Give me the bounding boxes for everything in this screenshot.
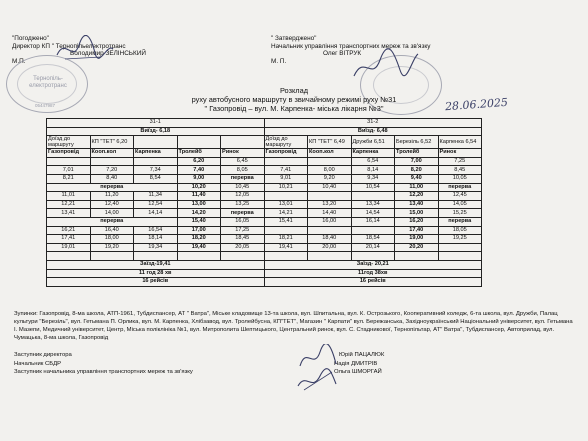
table-cell: 8,45 xyxy=(438,166,482,175)
table-cell: 13,41 xyxy=(47,209,91,218)
table-cell: 12,45 xyxy=(438,192,482,201)
table-cell: 19,34 xyxy=(134,243,178,252)
table-cell xyxy=(438,252,482,261)
table-cell xyxy=(351,252,395,261)
signature-left xyxy=(55,35,115,65)
seal-left-code: 05447987 xyxy=(35,103,56,108)
table-row xyxy=(47,192,482,201)
column-header: Карпенка xyxy=(134,149,178,158)
column-header: Ринок xyxy=(221,149,265,158)
table-cell: перерва xyxy=(221,174,265,183)
table-cell: 7,01 xyxy=(47,166,91,175)
signature-bottom-2 xyxy=(296,368,338,394)
break-cell: перерва xyxy=(47,217,178,226)
table-cell: 17,25 xyxy=(221,226,265,235)
table-cell xyxy=(134,157,178,166)
table-cell: 11,40 xyxy=(177,192,221,201)
approval-left-mp: М.П. xyxy=(12,57,26,65)
approach-left-cell: КП "ТЕТ" 6,20 xyxy=(90,136,134,149)
table-cell xyxy=(264,192,308,201)
table-cell: 19,20 xyxy=(90,243,134,252)
column-header: Газопровід xyxy=(264,149,308,158)
table-cell xyxy=(351,226,395,235)
summary-left: Заїзд-19,41 xyxy=(47,260,265,269)
table-cell xyxy=(90,157,134,166)
table-cell: 15,41 xyxy=(264,217,308,226)
table-cell: 8,05 xyxy=(221,166,265,175)
table-row xyxy=(47,235,482,244)
table-cell: 14,21 xyxy=(264,209,308,218)
table-cell: 18,45 xyxy=(221,235,265,244)
table-row xyxy=(47,200,482,209)
approach-right-cell: Дружби 6,51 xyxy=(351,136,395,149)
column-header: Кооп.кол xyxy=(90,149,134,158)
approval-right-position: Начальник управління транспортних мереж та зв'язку xyxy=(271,42,431,50)
table-cell: 8,54 xyxy=(134,174,178,183)
table-row xyxy=(47,226,482,235)
table-cell: 14,00 xyxy=(90,209,134,218)
title-line3: " Газопровід – вул. М. Карпенка- міська лікарня №3" xyxy=(204,104,384,113)
table-cell: 14,14 xyxy=(134,209,178,218)
signature-name: Юрій ПАЦАЛЮК xyxy=(339,352,385,358)
handwritten-date: 28.06.2025 xyxy=(444,95,509,114)
table-cell: 6,54 xyxy=(351,157,395,166)
table-cell: 10,45 xyxy=(221,183,265,192)
table-cell xyxy=(221,252,265,261)
table-cell: 17,00 xyxy=(177,226,221,235)
approach-left-cell xyxy=(134,136,178,149)
table-cell: 19,40 xyxy=(177,243,221,252)
signature-name: Ольга ШМОРГАЙ xyxy=(334,369,382,376)
table-cell: 18,40 xyxy=(308,235,352,244)
table-cell: 18,14 xyxy=(134,235,178,244)
table-cell: 13,01 xyxy=(264,200,308,209)
table-cell: 12,05 xyxy=(221,192,265,201)
table-cell: 18,00 xyxy=(90,235,134,244)
table-cell xyxy=(395,252,439,261)
table-cell: 14,20 xyxy=(177,209,221,218)
summary-row xyxy=(47,260,482,269)
table-cell: 9,20 xyxy=(308,174,352,183)
table-cell: 7,00 xyxy=(395,157,439,166)
table-cell xyxy=(308,192,352,201)
schedule-table xyxy=(46,118,482,287)
table-row xyxy=(47,209,482,218)
approach-right-cell: Доїзд до маршруту xyxy=(264,136,308,149)
table-cell: 20,14 xyxy=(351,243,395,252)
table-cell: 13,00 xyxy=(177,200,221,209)
signature-role: Заступник директора xyxy=(14,352,72,358)
table-row xyxy=(47,183,482,192)
table-cell: 8,20 xyxy=(395,166,439,175)
table-row xyxy=(47,166,482,175)
table-cell: 8,00 xyxy=(308,166,352,175)
table-cell: 11,01 xyxy=(47,192,91,201)
table-cell: 16,54 xyxy=(134,226,178,235)
table-cell: 20,00 xyxy=(308,243,352,252)
column-header: Карпенка xyxy=(351,149,395,158)
table-cell: перерва xyxy=(438,217,482,226)
table-cell: 13,25 xyxy=(221,200,265,209)
table-cell: 17,41 xyxy=(47,235,91,244)
signatures xyxy=(14,351,574,377)
summary-left: 16 рейсів xyxy=(47,278,265,287)
table-cell xyxy=(90,252,134,261)
table-row xyxy=(47,217,482,226)
route-left: 31-1 xyxy=(47,119,265,128)
table-cell: 12,21 xyxy=(47,200,91,209)
column-header: Газопровід xyxy=(47,149,91,158)
table-cell: 7,20 xyxy=(90,166,134,175)
table-cell: 18,20 xyxy=(177,235,221,244)
table-cell: перерва xyxy=(438,183,482,192)
summary-row xyxy=(47,269,482,278)
table-cell xyxy=(264,226,308,235)
table-cell: 19,01 xyxy=(47,243,91,252)
signature-name: Надія ДМИТРІВ xyxy=(334,360,378,367)
table-cell xyxy=(264,252,308,261)
column-header-row xyxy=(47,149,482,158)
table-cell: 18,21 xyxy=(264,235,308,244)
table-cell: 6,20 xyxy=(177,157,221,166)
table-cell: 13,20 xyxy=(308,200,352,209)
table-cell: 16,20 xyxy=(395,217,439,226)
table-row xyxy=(47,174,482,183)
approach-left-cell xyxy=(177,136,221,149)
table-cell xyxy=(134,252,178,261)
table-cell: 14,54 xyxy=(351,209,395,218)
route-row xyxy=(47,119,482,128)
table-cell xyxy=(308,226,352,235)
signature-role: Начальник СБДР xyxy=(14,360,62,367)
table-cell: 19,25 xyxy=(438,235,482,244)
table-cell: 14,05 xyxy=(438,200,482,209)
table-cell: 11,34 xyxy=(134,192,178,201)
table-cell: 12,20 xyxy=(395,192,439,201)
approach-right-cell: Березіль 6,52 xyxy=(395,136,439,149)
column-header: Ринок xyxy=(438,149,482,158)
approach-right-cell: КП "ТЕТ" 6,49 xyxy=(308,136,352,149)
table-cell: 10,40 xyxy=(308,183,352,192)
break-cell: перерва xyxy=(47,183,178,192)
table-cell: 15,25 xyxy=(438,209,482,218)
table-cell: 13,34 xyxy=(351,200,395,209)
table-cell: 11,20 xyxy=(90,192,134,201)
title-line1: Розклад xyxy=(279,86,309,95)
table-cell xyxy=(438,243,482,252)
table-cell: 10,20 xyxy=(177,183,221,192)
column-header: Тролейб xyxy=(395,149,439,158)
column-header: Тролейб xyxy=(177,149,221,158)
seal-left-text: Тернопіль-електротранс xyxy=(29,76,67,89)
stops-list: Зупинки: Газопровід, 8-ма школа, АТП-1961, Тубдиспансер, АТ " Ватра", Міське кладовище 13-та школа, вул. Шпитальна, вул. К. Острозького, Кооперативний коледж, 6-та школа, вул. Дружби, Палац культури "Березіль", вул. Гетьмана П. Орлика, вул. М. Карпенка, Хлібзавод, вул. Тролейбусна, КП"ТЕТ", Магазин " Карпати" вул. Бережанська, Західноукраїнський Національний університет, вул. Гетьмана І. Мазепи, Медичний університет, Центр, Міська поліклініка №1, вул. Митрополита Шептицького, Центральний ринок, вул. С. Стадникової, Тернопільтар, АТ" Ватра", Тубдиспансер, Автоприлад, вул. Чумацька, 8-ма школа, Газопровід xyxy=(14,311,573,341)
table-cell xyxy=(177,252,221,261)
table-cell: 17,40 xyxy=(395,226,439,235)
signature-row xyxy=(14,368,574,377)
table-cell xyxy=(47,157,91,166)
route-right: 31-2 xyxy=(264,119,482,128)
table-cell: 9,00 xyxy=(177,174,221,183)
table-cell: 8,14 xyxy=(351,166,395,175)
table-cell: 7,40 xyxy=(177,166,221,175)
title-line2: руху автобусного маршруту в звичайному режимі руху №31 xyxy=(191,95,397,104)
table-cell: 14,40 xyxy=(308,209,352,218)
table-cell: 9,34 xyxy=(351,174,395,183)
table-cell: 16,05 xyxy=(221,217,265,226)
signature-row xyxy=(14,351,574,360)
table-cell: 9,40 xyxy=(395,174,439,183)
table-cell: 10,21 xyxy=(264,183,308,192)
table-cell: 11,00 xyxy=(395,183,439,192)
table-cell: 16,00 xyxy=(308,217,352,226)
table-cell: 16,14 xyxy=(351,217,395,226)
table-row xyxy=(47,252,482,261)
table-cell: 16,21 xyxy=(47,226,91,235)
approval-right-mp: М. П. xyxy=(271,57,287,65)
table-row xyxy=(47,243,482,252)
table-cell: 7,41 xyxy=(264,166,308,175)
table-cell xyxy=(351,192,395,201)
exit-left: Виїзд- 6,18 xyxy=(47,127,265,136)
table-cell: 19,41 xyxy=(264,243,308,252)
approach-row xyxy=(47,136,482,149)
summary-row xyxy=(47,278,482,287)
table-cell: перерва xyxy=(221,209,265,218)
exit-row xyxy=(47,127,482,136)
table-cell: 13,40 xyxy=(395,200,439,209)
table-cell xyxy=(308,157,352,166)
table-cell: 6,45 xyxy=(221,157,265,166)
table-cell: 9,01 xyxy=(264,174,308,183)
exit-right: Виїзд- 6,48 xyxy=(264,127,482,136)
table-cell: 12,54 xyxy=(134,200,178,209)
approval-left-position: Директор КП " Тернопільелектротранс xyxy=(12,42,126,50)
table-cell: 15,40 xyxy=(177,217,221,226)
approach-right-cell: Карпенка 6,54 xyxy=(438,136,482,149)
table-cell: 7,34 xyxy=(134,166,178,175)
table-cell: 7,25 xyxy=(438,157,482,166)
table-cell: 20,20 xyxy=(395,243,439,252)
page-title xyxy=(0,86,588,113)
column-header: Кооп.кол xyxy=(308,149,352,158)
summary-left: 11 год 28 хв xyxy=(47,269,265,278)
table-cell xyxy=(264,157,308,166)
table-cell: 10,54 xyxy=(351,183,395,192)
signature-right xyxy=(350,48,420,84)
signature-row xyxy=(14,360,574,369)
summary-right: 16 рейсів xyxy=(264,278,482,287)
summary-right: Заїзд- 20,21 xyxy=(264,260,482,269)
approval-right-heading: " Затверджено" xyxy=(271,35,317,42)
table-cell: 10,05 xyxy=(438,174,482,183)
summary-right: 11год 38хв xyxy=(264,269,482,278)
approval-left-heading: "Погоджено" xyxy=(12,35,49,42)
table-row xyxy=(47,157,482,166)
table-cell: 20,05 xyxy=(221,243,265,252)
approval-left-name: Володимир ЗЕЛІНСЬКИЙ xyxy=(70,50,146,58)
approach-left-label: Доїзд до маршруту xyxy=(47,136,91,149)
table-cell: 18,05 xyxy=(438,226,482,235)
table-cell: 15,00 xyxy=(395,209,439,218)
signature-role: Заступник начальника управління транспортних мереж та зв'язку xyxy=(14,369,193,376)
table-cell: 16,40 xyxy=(90,226,134,235)
table-cell xyxy=(47,252,91,261)
table-cell: 12,40 xyxy=(90,200,134,209)
approval-right-name: Олег ВІТРУК xyxy=(323,50,362,58)
table-cell: 18,54 xyxy=(351,235,395,244)
table-cell: 19,00 xyxy=(395,235,439,244)
table-cell xyxy=(308,252,352,261)
table-cell: 8,21 xyxy=(47,174,91,183)
table-cell: 8,40 xyxy=(90,174,134,183)
approach-left-cell xyxy=(221,136,265,149)
